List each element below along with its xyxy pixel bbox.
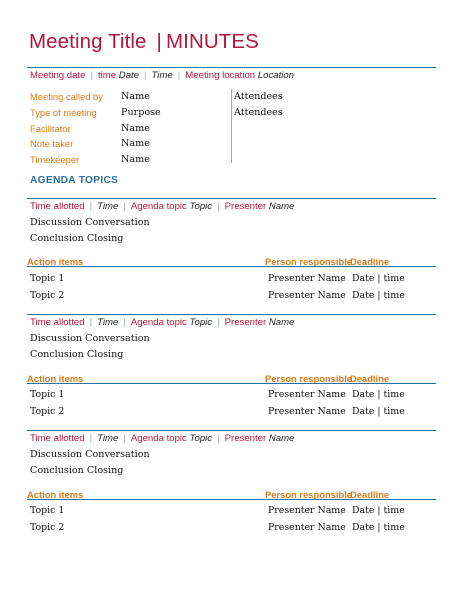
time-value: Time: [97, 317, 119, 328]
called-by-value: Name: [121, 91, 150, 102]
attendees-heading: Attendees: [234, 91, 283, 102]
time-value: Time: [151, 70, 173, 81]
action-items-header: Action items: [27, 256, 84, 267]
meeting-type-label: Type of meeting: [30, 107, 97, 118]
attendees-value: Attendees: [234, 107, 283, 118]
timekeeper-value: Name: [121, 154, 150, 165]
topic-value: Topic: [189, 433, 213, 444]
action-item: Topic 1: [30, 273, 65, 284]
meta-separator: |: [217, 317, 220, 328]
meta-separator: |: [217, 433, 220, 444]
time-value: Time: [97, 201, 119, 212]
action-deadline: Date | time: [352, 505, 405, 516]
person-responsible-header: Person responsible: [265, 256, 353, 267]
meta-separator: |: [89, 317, 93, 328]
action-person: Presenter Name: [268, 273, 346, 284]
action-rule: [27, 383, 436, 384]
person-responsible-header: Person responsible: [265, 489, 353, 500]
deadline-header: Deadline: [350, 373, 390, 384]
discussion-text: Discussion Conversation: [30, 449, 150, 460]
meta-separator: |: [123, 433, 126, 444]
location-value: Location: [257, 70, 295, 81]
conclusion-text: Conclusion Closing: [30, 465, 124, 476]
page-title: [29, 30, 259, 54]
conclusion-text: Conclusion Closing: [30, 349, 124, 360]
time-label: time: [97, 70, 117, 81]
time-allotted-label: Time allotted: [30, 201, 85, 212]
time-allotted-label: Time allotted: [30, 433, 85, 444]
agenda-topics-heading: AGENDA TOPICS: [30, 175, 119, 186]
conclusion-text: Conclusion Closing: [30, 233, 124, 244]
meeting-meta-line: [30, 70, 294, 81]
called-by-label: Meeting called by: [30, 91, 103, 102]
title-separator: |: [156, 30, 162, 53]
date-value: Date: [118, 70, 140, 81]
action-person: Presenter Name: [268, 389, 346, 400]
agenda-rule: [27, 314, 436, 315]
action-items-header: Action items: [27, 489, 84, 500]
presenter-label: Presenter: [224, 317, 267, 328]
meta-separator: |: [123, 201, 126, 212]
action-rule: [27, 266, 436, 267]
facilitator-label: Facilitator: [30, 123, 71, 134]
agenda-topic-label: Agenda topic: [130, 433, 187, 444]
header-rule: [27, 67, 436, 68]
action-deadline: Date | time: [352, 389, 405, 400]
meeting-location-label: Meeting location: [185, 70, 256, 81]
time-allotted-label: Time allotted: [30, 317, 85, 328]
meta-separator: |: [89, 433, 93, 444]
action-person: Presenter Name: [268, 290, 346, 301]
action-deadline: Date | time: [352, 522, 405, 533]
agenda-rule: [27, 198, 436, 199]
action-item: Topic 2: [30, 406, 65, 417]
meta-separator: |: [177, 70, 181, 81]
meta-separator: |: [144, 70, 147, 81]
meta-separator: |: [90, 70, 93, 81]
agenda-meta-line: [30, 433, 294, 444]
action-person: Presenter Name: [268, 406, 346, 417]
action-deadline: Date | time: [352, 273, 405, 284]
action-person: Presenter Name: [268, 522, 346, 533]
meeting-title: Meeting Title: [29, 30, 147, 53]
meta-separator: |: [89, 201, 93, 212]
facilitator-value: Name: [121, 123, 150, 134]
action-item: Topic 2: [30, 522, 65, 533]
presenter-value: Name: [268, 201, 295, 212]
presenter-label: Presenter: [224, 201, 267, 212]
agenda-meta-line: [30, 201, 294, 212]
agenda-topic-label: Agenda topic: [130, 201, 187, 212]
topic-value: Topic: [189, 201, 213, 212]
presenter-value: Name: [268, 433, 295, 444]
agenda-meta-line: [30, 317, 294, 328]
presenter-label: Presenter: [224, 433, 267, 444]
meeting-type-value: Purpose: [121, 107, 161, 118]
minutes-label: MINUTES: [165, 30, 259, 53]
action-item: Topic 1: [30, 389, 65, 400]
action-deadline: Date | time: [352, 406, 405, 417]
meta-separator: |: [217, 201, 220, 212]
note-taker-label: Note taker: [30, 138, 74, 149]
action-items-header: Action items: [27, 373, 84, 384]
note-taker-value: Name: [121, 138, 150, 149]
attendees-divider: [231, 89, 232, 163]
timekeeper-label: Timekeeper: [30, 154, 80, 165]
action-item: Topic 1: [30, 505, 65, 516]
presenter-value: Name: [268, 317, 295, 328]
discussion-text: Discussion Conversation: [30, 333, 150, 344]
deadline-header: Deadline: [350, 489, 390, 500]
action-deadline: Date | time: [352, 290, 405, 301]
deadline-header: Deadline: [350, 256, 390, 267]
discussion-text: Discussion Conversation: [30, 217, 150, 228]
meta-separator: |: [123, 317, 126, 328]
action-person: Presenter Name: [268, 505, 346, 516]
meeting-date-label: Meeting date: [30, 70, 86, 81]
time-value: Time: [97, 433, 119, 444]
person-responsible-header: Person responsible: [265, 373, 353, 384]
agenda-rule: [27, 430, 436, 431]
topic-value: Topic: [189, 317, 213, 328]
action-rule: [27, 499, 436, 500]
agenda-topic-label: Agenda topic: [130, 317, 187, 328]
action-item: Topic 2: [30, 290, 65, 301]
